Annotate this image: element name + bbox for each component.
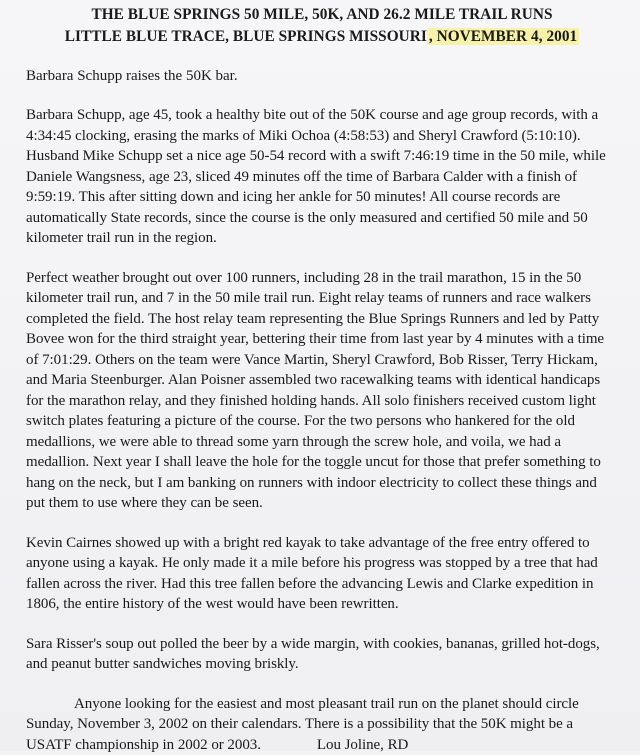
page-title — [26, 4, 618, 48]
title-location: LITTLE BLUE TRACE, BLUE SPRINGS MISSOURI — [65, 28, 427, 45]
paragraph-records: Barbara Schupp, age 45, took a healthy bite out of the 50K course and age group records, with a 4:34:45 clocking, erasing the marks of Miki Ochoa (4:58:53) and Sheryl Crawford (5:10:10). Husband Mike Schupp set a nice age 50-54 record with a swift 7:46:19 time in the 50 mile, while Daniele Wangsness, age 23, sliced 49 minutes off the time of Barbara Calder with a finish of 9:59:19. This after sitting down and icing her ankle for 50 minutes! All course records are automatically State records, since the course is the only measured and certified 50 mile and 50 kilometer trail run in the region. — [26, 105, 618, 249]
paragraph-kayak: Kevin Cairnes showed up with a bright red kayak to take advantage of the free entry offered to anyone using a kayak. He only made it a mile before his progress was stopped by a tree that had fallen across the river. Had this tree fallen before the advancing Lewis and Clarke expedition in 1806, the entire history of the west would have been rewritten. — [26, 533, 618, 615]
paragraph-food: Sara Risser's soup out polled the beer by a wide margin, with cookies, bananas, grilled hot-dogs, and peanut butter sandwiches moving briskly. — [26, 634, 618, 675]
subheadline: Barbara Schupp raises the 50K bar. — [26, 66, 618, 86]
closing-text: Anyone looking for the easiest and most pleasant trail run on the planet should circle Sunday, November 3, 2002 on their calendars. There is a possibility that the 50K might be a USATF championship in 2002 or 2003. — [26, 696, 579, 753]
title-date-highlight: , NOVEMBER 4, 2001 — [427, 28, 579, 45]
signature: Lou Joline, RD — [317, 737, 408, 753]
title-line-1: THE BLUE SPRINGS 50 MILE, 50K, AND 26.2 MILE TRAIL RUNS — [26, 4, 618, 26]
paragraph-closing — [26, 694, 618, 755]
paragraph-race-summary: Perfect weather brought out over 100 runners, including 28 in the trail marathon, 15 in the 50 kilometer trail run, and 7 in the 50 mile trail run. Eight relay teams of runners and race walkers completed the field. The host relay team representing the Blue Springs Runners and led by Patty Bovee won for the third straight year, bettering their time from last year by 4 minutes with a time of 7:01:29. Others on the team were Vance Martin, Sheryl Crawford, Bob Risser, Terry Hickam, and Maria Steenburger. Alan Poisner assembled two racewalking teams with identical handicaps for the marathon relay, and they finished holding hands. All solo finishers received custom light switch plates featuring a picture of the course. For the two persons who hankered for the old medallions, we were able to thread some yarn through the screw hole, and voila, we had a medallion. Next year I shall leave the hole for the toggle uncut for those that prefer something to hang on the neck, but I am banking on runners with indoor electricity to collect these things and put them to use where they can be seen. — [26, 268, 618, 514]
title-line-2 — [26, 26, 618, 48]
